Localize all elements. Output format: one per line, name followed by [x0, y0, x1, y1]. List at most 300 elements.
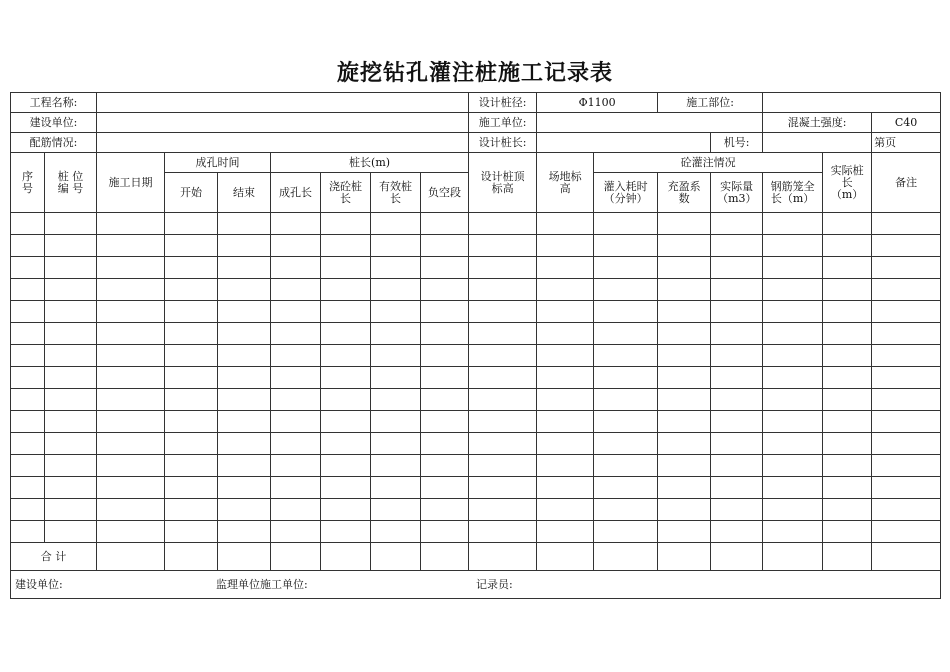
table-cell[interactable] [823, 499, 872, 521]
table-cell[interactable] [371, 323, 421, 345]
table-cell[interactable] [165, 433, 218, 455]
table-cell[interactable] [537, 235, 594, 257]
footer-cell [11, 571, 941, 599]
header-row-1 [11, 153, 941, 173]
table-cell[interactable] [11, 257, 45, 279]
table-cell[interactable] [97, 411, 165, 433]
table-cell[interactable] [823, 411, 872, 433]
table-cell[interactable] [711, 345, 763, 367]
table-cell[interactable] [711, 367, 763, 389]
table-cell[interactable] [45, 323, 97, 345]
table-cell[interactable] [658, 389, 711, 411]
table-cell[interactable] [218, 521, 271, 543]
table-cell[interactable] [537, 433, 594, 455]
table-cell[interactable] [711, 235, 763, 257]
total-cell[interactable] [218, 543, 271, 571]
table-cell[interactable] [97, 213, 165, 235]
table-cell[interactable] [165, 367, 218, 389]
table-cell[interactable] [537, 521, 594, 543]
table-cell[interactable] [823, 345, 872, 367]
table-cell[interactable] [45, 235, 97, 257]
table-cell[interactable] [421, 235, 469, 257]
table-cell[interactable] [421, 389, 469, 411]
footer-supervisor-contractor-label: 监理单位施工单位: [216, 578, 308, 591]
table-cell[interactable] [594, 213, 658, 235]
table-cell[interactable] [594, 345, 658, 367]
total-cell[interactable] [421, 543, 469, 571]
table-cell[interactable] [45, 433, 97, 455]
pour-length-header: 浇砼桩长 [321, 173, 371, 213]
table-cell[interactable] [594, 235, 658, 257]
table-cell[interactable] [97, 345, 165, 367]
rebar-label: 配筋情况: [11, 133, 97, 153]
total-cell[interactable] [658, 543, 711, 571]
table-cell[interactable] [594, 477, 658, 499]
table-cell[interactable] [45, 367, 97, 389]
table-cell[interactable] [218, 433, 271, 455]
table-cell[interactable] [271, 411, 321, 433]
table-cell[interactable] [537, 279, 594, 301]
total-cell[interactable] [872, 543, 941, 571]
table-cell[interactable] [594, 301, 658, 323]
construction-part-label: 施工部位: [658, 93, 763, 113]
table-cell[interactable] [872, 411, 941, 433]
table-cell[interactable] [658, 257, 711, 279]
table-cell[interactable] [218, 389, 271, 411]
table-cell[interactable] [421, 477, 469, 499]
table-cell[interactable] [763, 367, 823, 389]
table-cell[interactable] [711, 521, 763, 543]
table-cell[interactable] [271, 323, 321, 345]
table-cell[interactable] [658, 279, 711, 301]
total-cell[interactable] [271, 543, 321, 571]
table-cell[interactable] [321, 213, 371, 235]
end-header: 结束 [218, 173, 271, 213]
table-cell[interactable] [469, 411, 537, 433]
table-cell[interactable] [469, 367, 537, 389]
table-cell[interactable] [11, 499, 45, 521]
table-cell[interactable] [537, 455, 594, 477]
table-cell[interactable] [321, 455, 371, 477]
table-cell[interactable] [45, 499, 97, 521]
total-cell[interactable] [711, 543, 763, 571]
table-cell[interactable] [11, 521, 45, 543]
table-cell[interactable] [165, 521, 218, 543]
table-cell[interactable] [658, 323, 711, 345]
table-cell[interactable] [658, 367, 711, 389]
table-cell[interactable] [711, 499, 763, 521]
table-cell[interactable] [421, 323, 469, 345]
table-cell[interactable] [11, 301, 45, 323]
table-cell[interactable] [271, 213, 321, 235]
table-cell[interactable] [537, 499, 594, 521]
table-cell[interactable] [537, 257, 594, 279]
table-cell[interactable] [823, 455, 872, 477]
table-cell[interactable] [97, 323, 165, 345]
table-cell[interactable] [711, 477, 763, 499]
table-cell[interactable] [271, 279, 321, 301]
table-cell[interactable] [537, 323, 594, 345]
table-cell[interactable] [872, 499, 941, 521]
table-cell[interactable] [658, 213, 711, 235]
table-cell[interactable] [218, 455, 271, 477]
table-cell[interactable] [711, 455, 763, 477]
project-name-field[interactable] [97, 93, 469, 113]
table-cell[interactable] [469, 499, 537, 521]
table-cell[interactable] [537, 213, 594, 235]
total-cell[interactable] [469, 543, 537, 571]
table-cell[interactable] [658, 433, 711, 455]
table-cell[interactable] [165, 455, 218, 477]
table-cell[interactable] [872, 521, 941, 543]
table-cell[interactable] [469, 345, 537, 367]
table-cell[interactable] [711, 257, 763, 279]
table-cell[interactable] [658, 455, 711, 477]
table-cell[interactable] [11, 477, 45, 499]
table-cell[interactable] [594, 389, 658, 411]
table-cell[interactable] [321, 499, 371, 521]
table-cell[interactable] [218, 301, 271, 323]
table-cell[interactable] [421, 521, 469, 543]
table-cell[interactable] [218, 323, 271, 345]
table-cell[interactable] [45, 455, 97, 477]
table-cell[interactable] [218, 279, 271, 301]
table-cell[interactable] [594, 279, 658, 301]
table-cell[interactable] [658, 411, 711, 433]
table-cell[interactable] [97, 499, 165, 521]
table-cell[interactable] [165, 499, 218, 521]
table-cell[interactable] [658, 301, 711, 323]
table-cell[interactable] [371, 433, 421, 455]
table-cell[interactable] [97, 279, 165, 301]
table-cell[interactable] [45, 411, 97, 433]
table-cell[interactable] [421, 455, 469, 477]
table-cell[interactable] [371, 455, 421, 477]
table-cell[interactable] [872, 213, 941, 235]
table-cell[interactable] [165, 301, 218, 323]
table-cell[interactable] [823, 279, 872, 301]
table-cell[interactable] [11, 367, 45, 389]
table-cell[interactable] [11, 411, 45, 433]
table-cell[interactable] [421, 301, 469, 323]
table-cell[interactable] [271, 257, 321, 279]
footer-builder-label: 建设单位: [15, 578, 63, 591]
table-cell[interactable] [469, 257, 537, 279]
total-cell[interactable] [97, 543, 165, 571]
table-cell[interactable] [371, 521, 421, 543]
table-cell[interactable] [218, 367, 271, 389]
table-cell[interactable] [421, 279, 469, 301]
table-cell[interactable] [763, 521, 823, 543]
table-cell[interactable] [537, 389, 594, 411]
table-cell[interactable] [45, 279, 97, 301]
table-cell[interactable] [11, 389, 45, 411]
table-cell[interactable] [371, 477, 421, 499]
table-cell[interactable] [97, 521, 165, 543]
table-cell[interactable] [371, 389, 421, 411]
table-cell[interactable] [469, 323, 537, 345]
table-cell[interactable] [371, 499, 421, 521]
table-cell[interactable] [594, 455, 658, 477]
table-cell[interactable] [711, 411, 763, 433]
table-cell[interactable] [537, 477, 594, 499]
table-cell[interactable] [711, 323, 763, 345]
table-cell[interactable] [469, 301, 537, 323]
table-cell[interactable] [594, 411, 658, 433]
table-cell[interactable] [594, 499, 658, 521]
table-cell[interactable] [421, 367, 469, 389]
table-cell[interactable] [165, 213, 218, 235]
table-cell[interactable] [594, 367, 658, 389]
contractor-field[interactable] [537, 113, 763, 133]
table-cell[interactable] [763, 345, 823, 367]
table-cell[interactable] [97, 367, 165, 389]
table-cell[interactable] [218, 235, 271, 257]
table-cell[interactable] [321, 411, 371, 433]
design-diameter-label: 设计桩径: [469, 93, 537, 113]
table-cell[interactable] [763, 257, 823, 279]
table-cell[interactable] [11, 345, 45, 367]
table-cell[interactable] [218, 499, 271, 521]
pour-info-header: 砼灌注情况 [594, 153, 823, 173]
table-cell[interactable] [97, 389, 165, 411]
table-cell[interactable] [537, 345, 594, 367]
total-cell[interactable] [321, 543, 371, 571]
table-cell[interactable] [763, 455, 823, 477]
total-cell[interactable] [371, 543, 421, 571]
table-cell[interactable] [594, 521, 658, 543]
table-cell[interactable] [165, 345, 218, 367]
table-cell[interactable] [872, 389, 941, 411]
table-cell[interactable] [763, 323, 823, 345]
table-cell[interactable] [11, 213, 45, 235]
builder-field[interactable] [97, 113, 469, 133]
table-cell[interactable] [823, 301, 872, 323]
table-cell[interactable] [97, 477, 165, 499]
hole-length-header: 成孔长 [271, 173, 321, 213]
table-cell[interactable] [469, 213, 537, 235]
table-cell[interactable] [421, 433, 469, 455]
hole-time-header: 成孔时间 [165, 153, 271, 173]
total-cell[interactable] [165, 543, 218, 571]
total-cell[interactable] [763, 543, 823, 571]
table-cell[interactable] [823, 477, 872, 499]
table-cell[interactable] [97, 301, 165, 323]
table-row [11, 323, 941, 345]
table-cell[interactable] [469, 279, 537, 301]
table-cell[interactable] [165, 323, 218, 345]
table-cell[interactable] [371, 257, 421, 279]
footer-recorder-label: 记录员: [476, 578, 513, 591]
table-cell[interactable] [218, 477, 271, 499]
table-cell[interactable] [321, 301, 371, 323]
table-cell[interactable] [823, 323, 872, 345]
table-cell[interactable] [872, 433, 941, 455]
table-cell[interactable] [537, 301, 594, 323]
table-cell[interactable] [421, 499, 469, 521]
table-cell[interactable] [371, 345, 421, 367]
table-cell[interactable] [872, 257, 941, 279]
table-cell[interactable] [469, 235, 537, 257]
table-cell[interactable] [11, 455, 45, 477]
table-cell[interactable] [45, 213, 97, 235]
table-cell[interactable] [872, 279, 941, 301]
table-cell[interactable] [711, 301, 763, 323]
table-cell[interactable] [711, 213, 763, 235]
table-cell[interactable] [763, 213, 823, 235]
table-cell[interactable] [823, 389, 872, 411]
table-cell[interactable] [271, 389, 321, 411]
table-cell[interactable] [711, 433, 763, 455]
table-cell[interactable] [45, 389, 97, 411]
table-cell[interactable] [97, 235, 165, 257]
table-cell[interactable] [321, 279, 371, 301]
table-cell[interactable] [823, 367, 872, 389]
table-cell[interactable] [271, 301, 321, 323]
machine-no-field[interactable] [763, 133, 872, 153]
table-cell[interactable] [823, 433, 872, 455]
table-cell[interactable] [711, 279, 763, 301]
table-cell[interactable] [271, 477, 321, 499]
table-cell[interactable] [218, 411, 271, 433]
table-cell[interactable] [872, 235, 941, 257]
table-cell[interactable] [469, 433, 537, 455]
design-length-field[interactable] [537, 133, 711, 153]
table-cell[interactable] [371, 367, 421, 389]
table-cell[interactable] [872, 455, 941, 477]
table-cell[interactable] [321, 235, 371, 257]
table-cell[interactable] [823, 213, 872, 235]
table-cell[interactable] [594, 433, 658, 455]
table-cell[interactable] [321, 521, 371, 543]
table-cell[interactable] [11, 235, 45, 257]
table-cell[interactable] [45, 521, 97, 543]
table-cell[interactable] [218, 257, 271, 279]
concrete-strength-value: C40 [872, 113, 941, 133]
table-cell[interactable] [537, 411, 594, 433]
table-cell[interactable] [763, 411, 823, 433]
table-cell[interactable] [321, 433, 371, 455]
cage-length-header: 钢筋笼全长（m） [763, 173, 823, 213]
table-cell[interactable] [371, 279, 421, 301]
table-cell[interactable] [421, 411, 469, 433]
table-cell[interactable] [45, 345, 97, 367]
table-cell[interactable] [45, 257, 97, 279]
table-cell[interactable] [763, 477, 823, 499]
table-cell[interactable] [823, 257, 872, 279]
table-cell[interactable] [594, 257, 658, 279]
table-cell[interactable] [321, 345, 371, 367]
table-cell[interactable] [165, 477, 218, 499]
table-cell[interactable] [11, 323, 45, 345]
table-cell[interactable] [711, 389, 763, 411]
table-cell[interactable] [218, 345, 271, 367]
table-cell[interactable] [321, 367, 371, 389]
table-cell[interactable] [165, 235, 218, 257]
table-cell[interactable] [469, 521, 537, 543]
table-cell[interactable] [371, 411, 421, 433]
table-cell[interactable] [469, 455, 537, 477]
table-cell[interactable] [97, 257, 165, 279]
table-cell[interactable] [321, 389, 371, 411]
design-length-label: 设计桩长: [469, 133, 537, 153]
table-cell[interactable] [371, 213, 421, 235]
table-cell[interactable] [763, 499, 823, 521]
table-cell[interactable] [371, 301, 421, 323]
date-header: 施工日期 [97, 153, 165, 213]
table-row [11, 257, 941, 279]
table-cell[interactable] [321, 323, 371, 345]
table-cell[interactable] [271, 521, 321, 543]
table-cell[interactable] [763, 279, 823, 301]
table-cell[interactable] [594, 323, 658, 345]
table-cell[interactable] [658, 345, 711, 367]
table-cell[interactable] [165, 257, 218, 279]
table-cell[interactable] [218, 213, 271, 235]
total-cell[interactable] [823, 543, 872, 571]
table-cell[interactable] [658, 235, 711, 257]
machine-no-label: 机号: [711, 133, 763, 153]
remarks-header: 备注 [872, 153, 941, 213]
table-cell[interactable] [165, 389, 218, 411]
table-cell[interactable] [421, 257, 469, 279]
table-cell[interactable] [11, 433, 45, 455]
table-cell[interactable] [763, 301, 823, 323]
table-cell[interactable] [321, 257, 371, 279]
table-cell[interactable] [872, 323, 941, 345]
table-cell[interactable] [469, 477, 537, 499]
table-cell[interactable] [763, 433, 823, 455]
table-cell[interactable] [763, 389, 823, 411]
table-cell[interactable] [97, 433, 165, 455]
total-label: 合 计 [11, 543, 97, 571]
table-cell[interactable] [872, 345, 941, 367]
table-cell[interactable] [271, 235, 321, 257]
table-cell[interactable] [872, 301, 941, 323]
table-cell[interactable] [872, 477, 941, 499]
table-cell[interactable] [271, 345, 321, 367]
table-cell[interactable] [872, 367, 941, 389]
table-cell[interactable] [321, 477, 371, 499]
table-cell[interactable] [271, 433, 321, 455]
table-cell[interactable] [271, 367, 321, 389]
table-cell[interactable] [11, 279, 45, 301]
table-cell[interactable] [421, 213, 469, 235]
table-cell[interactable] [371, 235, 421, 257]
table-cell[interactable] [823, 521, 872, 543]
table-cell[interactable] [537, 367, 594, 389]
table-cell[interactable] [165, 411, 218, 433]
construction-part-field[interactable] [763, 93, 941, 113]
table-cell[interactable] [45, 301, 97, 323]
table-cell[interactable] [421, 345, 469, 367]
table-cell[interactable] [165, 279, 218, 301]
table-cell[interactable] [45, 477, 97, 499]
table-row [11, 499, 941, 521]
rebar-field[interactable] [97, 133, 469, 153]
total-cell[interactable] [537, 543, 594, 571]
table-cell[interactable] [271, 455, 321, 477]
table-cell[interactable] [658, 477, 711, 499]
table-cell[interactable] [658, 521, 711, 543]
table-cell[interactable] [823, 235, 872, 257]
table-cell[interactable] [97, 455, 165, 477]
table-cell[interactable] [763, 235, 823, 257]
table-cell[interactable] [658, 499, 711, 521]
table-cell[interactable] [271, 499, 321, 521]
table-cell[interactable] [469, 389, 537, 411]
total-cell[interactable] [594, 543, 658, 571]
